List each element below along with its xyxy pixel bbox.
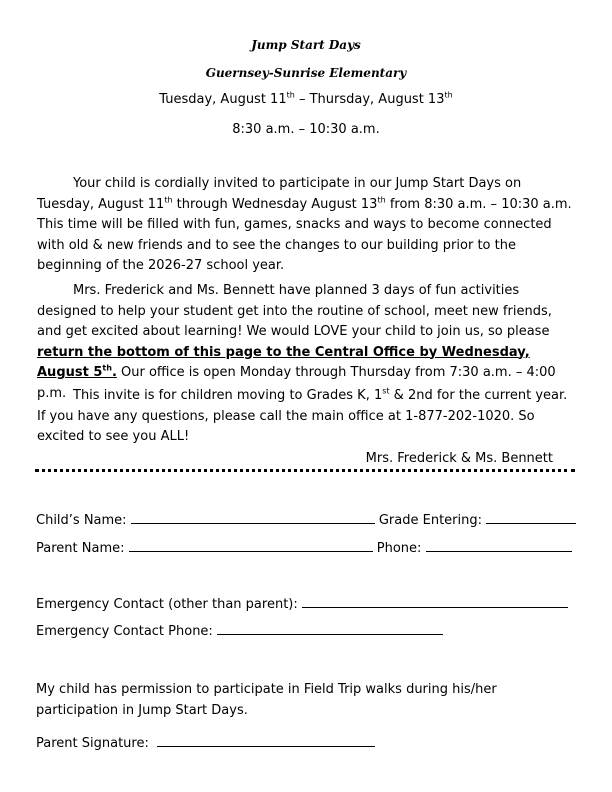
- child-name-label: Child’s Name:: [36, 513, 127, 528]
- return-deadline: return the bottom of this page to the Central Office by Wednesday, August 5th.: [37, 344, 530, 380]
- grade-entering-field[interactable]: [486, 511, 576, 524]
- parent-name-row: [36, 539, 572, 556]
- phone-label: Phone:: [376, 541, 422, 556]
- parent-name-label: Parent Name:: [36, 541, 125, 556]
- contact-paragraph: This invite is for children moving to Grades K, 1st & 2nd for the current year. If you have any questions, please call the main office at 1-877-202-1020. So excited to see you ALL!: [37, 386, 568, 444]
- parent-signature-label: Parent Signature:: [36, 736, 149, 751]
- teacher-signature: Mrs. Frederick & Ms. Bennett: [365, 451, 553, 466]
- child-name-field[interactable]: [131, 511, 375, 524]
- event-time: 8:30 a.m. – 10:30 a.m.: [232, 122, 380, 137]
- emergency-contact-label: Emergency Contact (other than parent):: [36, 597, 298, 612]
- permission-statement: My child has permission to participate in Field Trip walks during his/her participation in Jump Start Days.: [36, 682, 497, 718]
- emergency-contact-row: [36, 595, 568, 612]
- invitation-paragraph: Your child is cordially invited to participate in our Jump Start Days on Tuesday, August 11th through Wednesday August 13th from 8:30 a.m. – 10:30 a.m. This time will be filled with fun, games, snacks and ways to become connected with old & new friends and to see the changes to our building prior to the beginning of the 2026-27 school year.: [37, 176, 572, 273]
- event-dates: Tuesday, August 11th – Thursday, August 13th: [159, 90, 453, 107]
- emergency-phone-label: Emergency Contact Phone:: [36, 624, 213, 639]
- school-name: Guernsey-Sunrise Elementary: [205, 66, 407, 80]
- title: Jump Start Days: [251, 38, 361, 52]
- emergency-phone-field[interactable]: [217, 622, 443, 635]
- parent-signature-row: [36, 734, 375, 751]
- parent-signature-field[interactable]: [157, 734, 375, 747]
- child-name-row: [36, 511, 576, 528]
- cut-line-divider: [35, 469, 575, 472]
- grade-entering-label: Grade Entering:: [378, 513, 482, 528]
- phone-field[interactable]: [426, 539, 572, 552]
- emergency-contact-field[interactable]: [302, 595, 568, 608]
- activities-paragraph: Mrs. Frederick and Ms. Bennett have planned 3 days of fun activities designed to help your student get into the routine of school, meet new friends, and get excited about learning! We would LOVE your child to join us, so please return the bottom of this page to the Central Office by Wednesday, August 5th. Our office is open Monday through Thursday from 7:30 a.m. – 4:00 p.m.: [37, 283, 556, 401]
- emergency-phone-row: [36, 622, 443, 639]
- parent-name-field[interactable]: [129, 539, 373, 552]
